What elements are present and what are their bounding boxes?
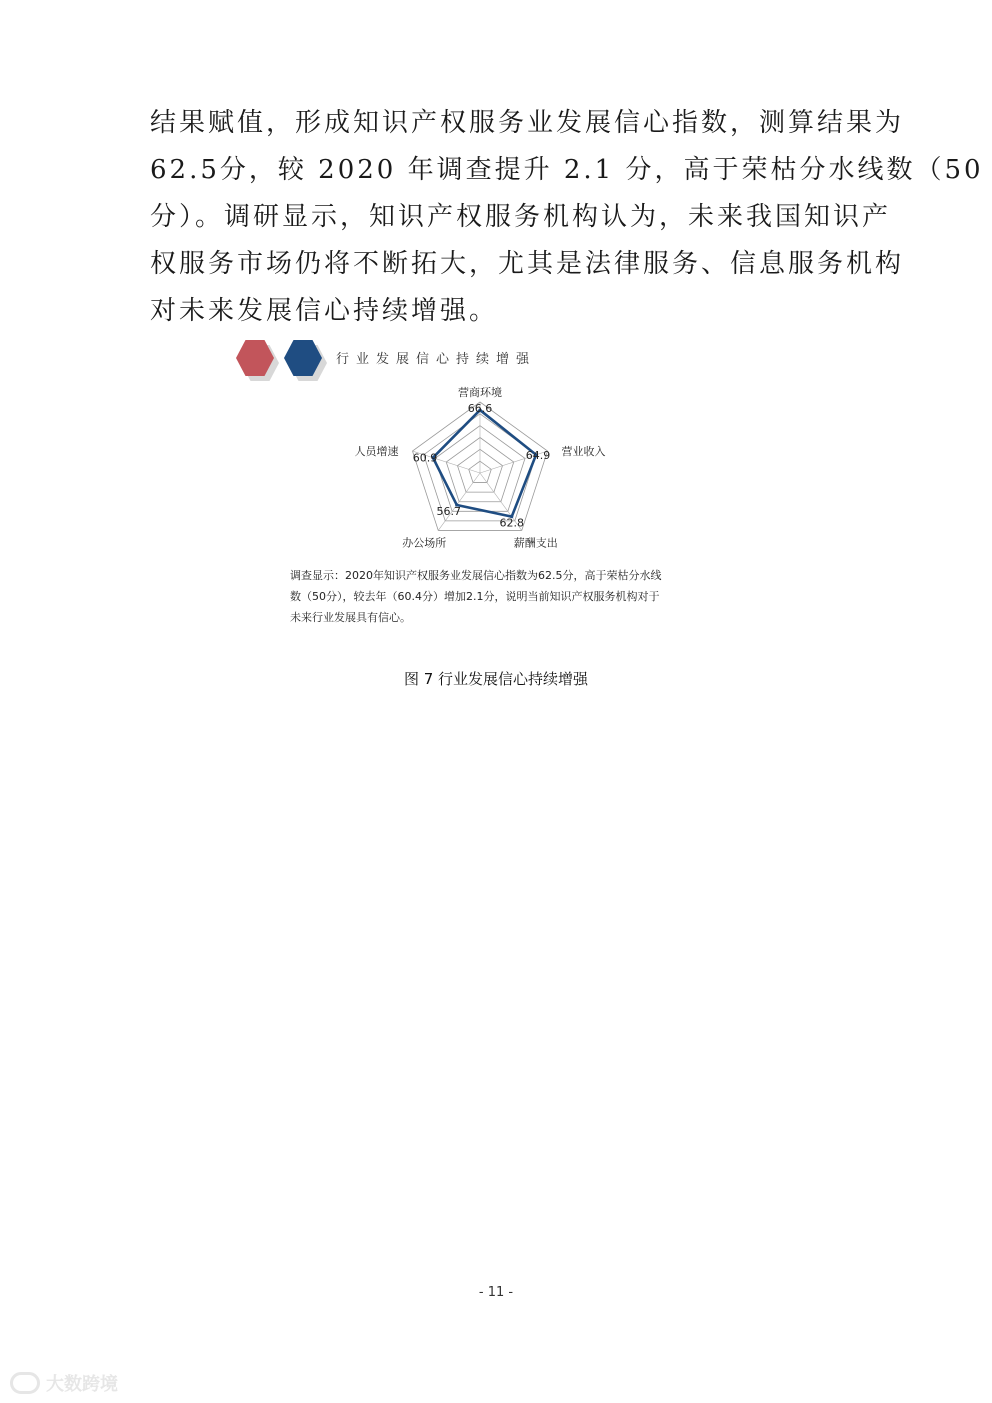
radar-chart bbox=[330, 370, 630, 560]
radar-axis-label: 薪酬支出 bbox=[513, 536, 558, 550]
radar-axis-label: 营业收入 bbox=[561, 445, 606, 459]
radar-value-label: 64.9 bbox=[525, 448, 551, 462]
caption-line: 未来行业发展具有信心。 bbox=[290, 611, 411, 624]
figure-header-title: 行业发展信心持续增强 bbox=[336, 352, 537, 367]
radar-value-label: 56.7 bbox=[436, 504, 462, 518]
body-paragraph bbox=[150, 100, 984, 335]
watermark bbox=[10, 1370, 118, 1396]
radar-value-label: 62.8 bbox=[499, 516, 524, 530]
radar-axis-label: 人员增速 bbox=[354, 445, 399, 459]
radar-value-label: 60.9 bbox=[412, 451, 438, 465]
caption-line: 调查显示：2020年知识产权服务业发展信心指数为62.5分，高于荣枯分水线 bbox=[290, 569, 662, 582]
paragraph-line: 62.5分，较 2020 年调查提升 2.1 分，高于荣枯分水线数（50 bbox=[150, 155, 984, 185]
radar-value-label: 66.6 bbox=[467, 402, 493, 416]
paragraph-line: 结果赋值，形成知识产权服务业发展信心指数，测算结果为 bbox=[150, 108, 905, 138]
page-number: - 11 - bbox=[478, 1285, 514, 1300]
watermark-text: 大数跨境 bbox=[46, 1374, 118, 1395]
watermark-logo-icon bbox=[10, 1372, 40, 1394]
caption-line: 数（50分），较去年（60.4分）增加2.1分，说明当前知识产权服务机构对于 bbox=[290, 590, 660, 603]
paragraph-line: 对未来发展信心持续增强。 bbox=[150, 296, 499, 326]
paragraph-line: 权服务市场仍将不断拓大，尤其是法律服务、信息服务机构 bbox=[150, 249, 905, 279]
radar-axis-label: 办公场所 bbox=[402, 536, 447, 550]
figure-caption bbox=[290, 565, 710, 628]
paragraph-line: 分）。调研显示，知识产权服务机构认为，未来我国知识产 bbox=[150, 202, 892, 232]
radar-axis-label: 营商环境 bbox=[458, 386, 502, 399]
figure-label: 图 7 行业发展信心持续增强 bbox=[403, 670, 589, 688]
